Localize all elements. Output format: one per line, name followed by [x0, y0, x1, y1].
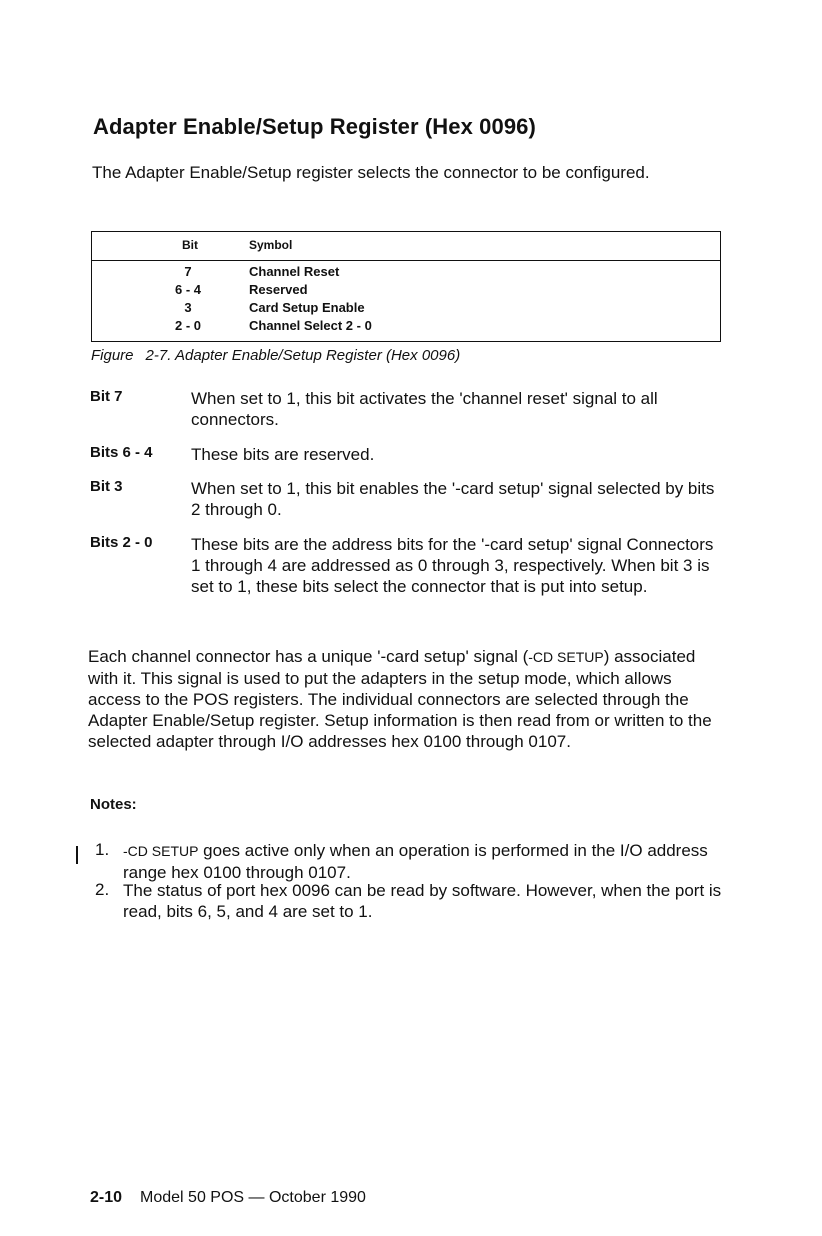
figure-caption	[91, 347, 460, 364]
column-header-symbol: Symbol	[249, 238, 293, 252]
paragraph-text-start: Each channel connector has a unique '-card setup' signal (	[88, 647, 529, 666]
definition-description: When set to 1, this bit activates the 'channel reset' signal to all connectors.	[191, 389, 658, 429]
table-row	[92, 318, 720, 336]
note-text-body: goes active only when an operation is performed in the I/O address range hex 0100 through 0107.	[123, 841, 708, 882]
paragraph-text-end: ) associated with it. This signal is used to put the adapters in the setup mode, which allows access to the POS registers. The individual connectors are selected through the Adapter Enable/Setup register. Setup information is then read from or written to the selected adapter through I/O addresses hex 0100 through 0107.	[88, 647, 712, 751]
symbol-cell: Card Setup Enable	[249, 300, 365, 315]
figure-title: Adapter Enable/Setup Register (Hex 0096)	[175, 347, 461, 364]
definition-description: These bits are reserved.	[191, 445, 375, 464]
footer-title: Model 50 POS — October 1990	[140, 1189, 366, 1206]
note-number: 2.	[95, 880, 110, 899]
note-text	[123, 840, 723, 883]
symbol-cell: Channel Reset	[249, 264, 340, 279]
symbol-cell: Reserved	[249, 282, 308, 297]
table-row	[92, 264, 720, 282]
note-number: 1.	[95, 840, 110, 859]
bit-cell: 3	[184, 300, 192, 315]
bit-cell: 6 - 4	[174, 282, 201, 297]
definition-term: Bit 3	[90, 478, 123, 495]
definition-description: These bits are the address bits for the '-card setup' signal Connectors 1 through 4 are addressed as 0 through 3, respectively. When bit 3 is set to 1, these bits select the connector that is put into setup.	[191, 535, 714, 596]
section-heading: Adapter Enable/Setup Register (Hex 0096)	[93, 114, 536, 139]
figure-number: 2-7.	[145, 347, 172, 364]
table-row	[92, 300, 720, 318]
page-footer	[90, 1189, 366, 1207]
definition-description: When set to 1, this bit enables the '-card setup' signal selected by bits 2 through 0.	[191, 479, 715, 519]
table-header	[92, 232, 720, 261]
figure-label: Figure	[91, 347, 134, 364]
register-table	[91, 231, 721, 342]
bit-cell: 7	[184, 264, 192, 279]
body-paragraph	[88, 646, 724, 752]
symbol-cell: Channel Select 2 - 0	[249, 318, 372, 333]
bit-cell: 2 - 0	[174, 318, 201, 333]
column-header-bit: Bit	[182, 238, 198, 252]
revision-bar	[76, 846, 78, 864]
definition-term: Bit 7	[90, 388, 123, 405]
intro-paragraph: The Adapter Enable/Setup register selects the connector to be configured.	[92, 163, 650, 182]
definition-term: Bits 6 - 4	[90, 444, 153, 461]
signal-name: -CD SETUP	[528, 649, 604, 665]
page-number: 2-10	[90, 1189, 123, 1206]
note-text: The status of port hex 0096 can be read by software. However, when the port is read, bits 6, 5, and 4 are set to 1.	[123, 881, 722, 921]
definition-term: Bits 2 - 0	[90, 534, 153, 551]
table-row	[92, 282, 720, 300]
notes-heading: Notes:	[90, 796, 137, 813]
signal-name: -CD SETUP	[123, 843, 199, 859]
